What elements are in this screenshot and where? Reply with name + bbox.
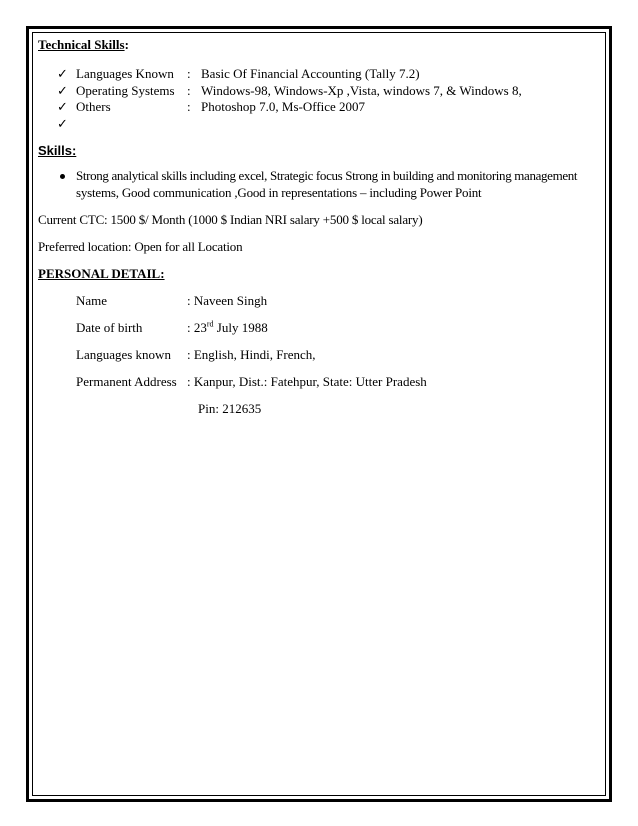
current-ctc: Current CTC: 1500 $/ Month (1000 $ Indian NRI salary +500 $ local salary): [38, 212, 423, 227]
pin-value: Pin: 212635: [198, 401, 262, 416]
operating-systems-value: Windows-98, Windows-Xp ,Vista, windows 7, & Windows 8,: [201, 83, 522, 98]
permanent-address-value: : Kanpur, Dist.: Fatehpur, State: Utter Pradesh: [187, 374, 427, 389]
dob-suffix-sup: rd: [206, 319, 214, 329]
others-sep: :: [187, 99, 191, 114]
dob-label: Date of birth: [76, 320, 143, 335]
name-value: : Naveen Singh: [187, 293, 268, 308]
page-border-inner: [32, 32, 606, 796]
checkmark-icon: ✓: [57, 66, 68, 81]
technical-skills-colon: :: [124, 37, 129, 52]
languages-known-sep: :: [187, 66, 191, 81]
operating-systems-sep: :: [187, 83, 191, 98]
languages-known-value: Basic Of Financial Accounting (Tally 7.2): [201, 66, 420, 81]
languages-known-personal-value: : English, Hindi, French,: [187, 347, 316, 362]
dob-rest: July 1988: [213, 320, 268, 335]
others-value: Photoshop 7.0, Ms-Office 2007: [201, 99, 366, 114]
dob-day: : 23: [187, 320, 207, 335]
skills-bullet-line2: systems, Good communication ,Good in representations – including Power Point: [76, 185, 482, 200]
name-label: Name: [76, 293, 108, 308]
languages-known-label: Languages Known: [76, 66, 174, 81]
personal-detail-heading: PERSONAL DETAIL:: [38, 266, 165, 281]
checkmark-icon: ✓: [57, 116, 68, 131]
skills-heading: Skills:: [38, 143, 77, 158]
skills-bullet-line1: Strong analytical skills including excel, Strategic focus Strong in building and monitoring management: [76, 168, 578, 183]
languages-known-personal-label: Languages known: [76, 347, 171, 362]
checkmark-icon: ✓: [57, 83, 68, 98]
permanent-address-label: Permanent Address: [76, 374, 177, 389]
checkmark-icon: ✓: [57, 99, 68, 114]
technical-skills-heading: Technical Skills: [38, 37, 125, 52]
bullet-icon: [60, 174, 65, 179]
preferred-location: Preferred location: Open for all Location: [38, 239, 243, 254]
dob-value: [187, 320, 268, 336]
operating-systems-label: Operating Systems: [76, 83, 175, 98]
others-label: Others: [76, 99, 111, 114]
technical-skills-heading-line: [38, 37, 129, 53]
